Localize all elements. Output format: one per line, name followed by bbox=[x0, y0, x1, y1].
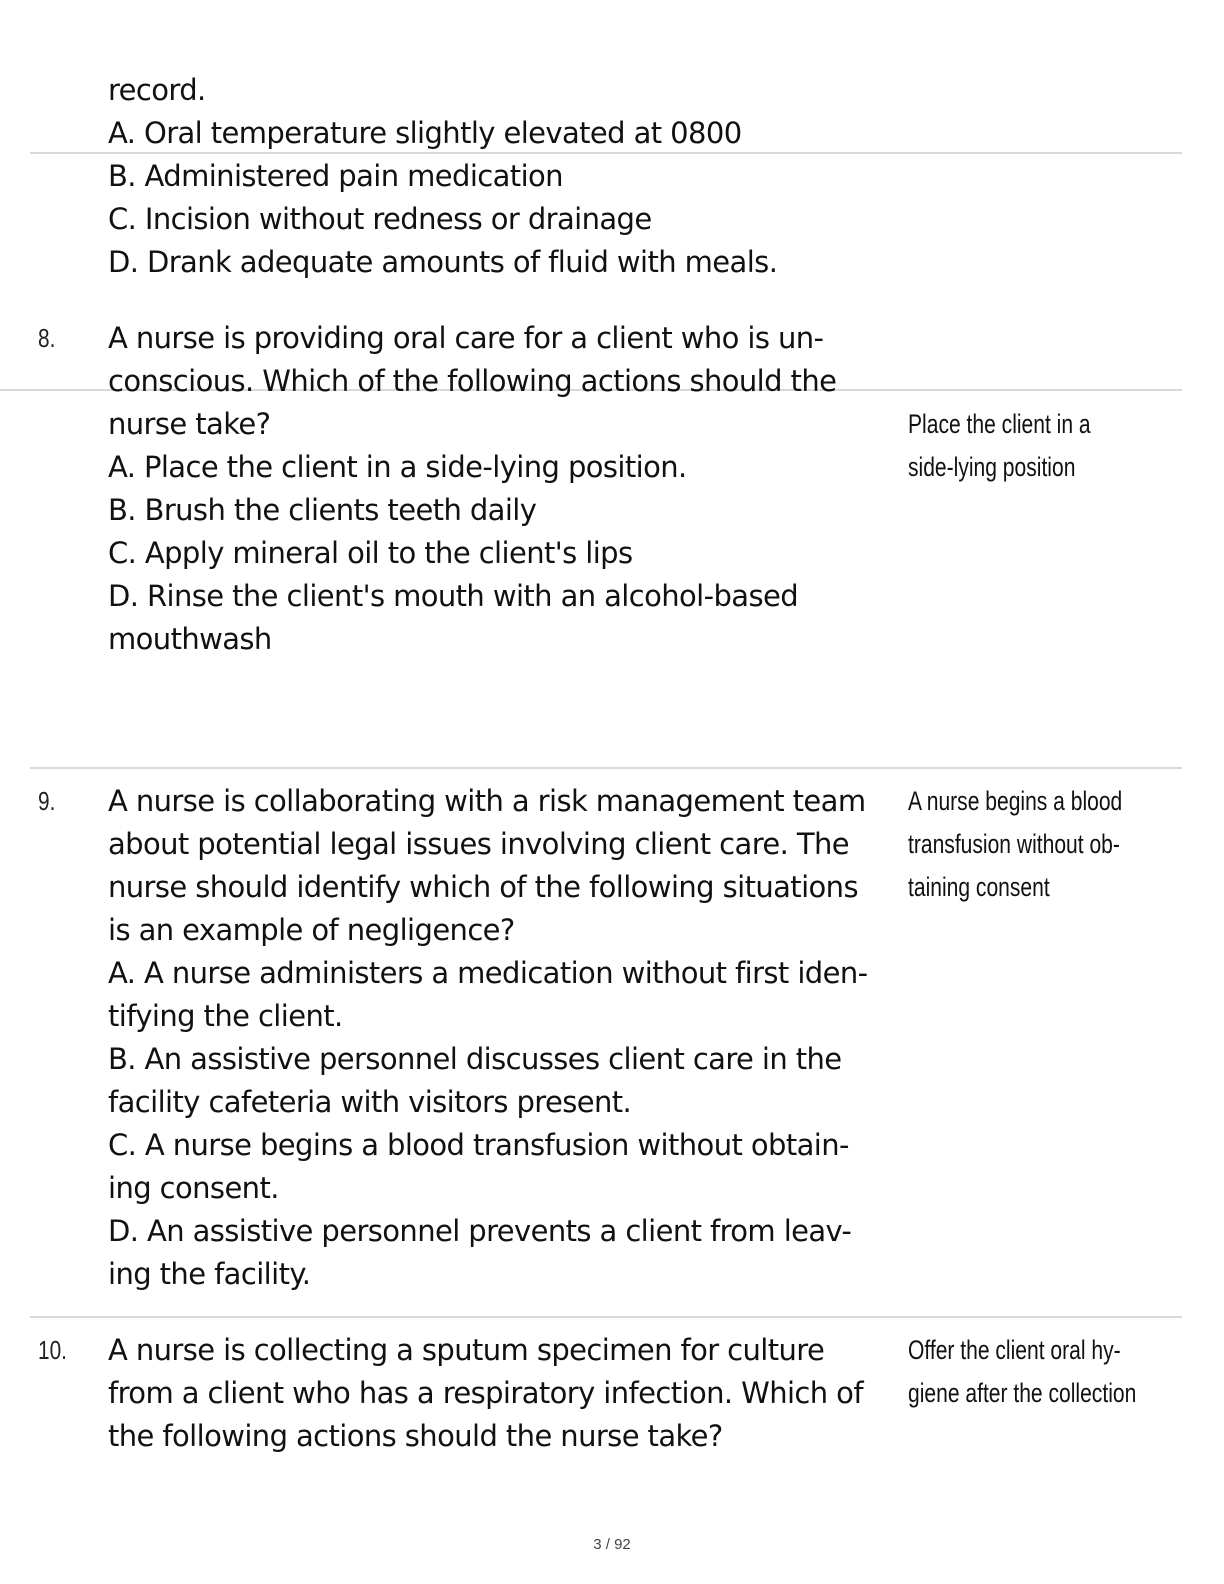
option-line: tifying the client. bbox=[108, 999, 343, 1033]
stem-line: A nurse is collecting a sputum specimen for culture bbox=[108, 1333, 825, 1367]
option-line: B. Brush the clients teeth daily bbox=[108, 493, 537, 527]
option-line: C. A nurse begins a blood transfusion without obtain- bbox=[108, 1128, 849, 1162]
stem-line: the following actions should the nurse take? bbox=[108, 1419, 723, 1453]
stem-line: is an example of negligence? bbox=[108, 913, 515, 947]
option-b: B. Administered pain medication bbox=[108, 159, 563, 193]
stem-line: about potential legal issues involving client care. The bbox=[108, 827, 849, 861]
answer-10 bbox=[908, 1329, 1142, 1415]
question-9 bbox=[108, 780, 908, 1296]
answer-line: Offer the client oral hy- bbox=[908, 1335, 1121, 1365]
question-number: 10. bbox=[38, 1335, 67, 1365]
option-line: C. Apply mineral oil to the client's lips bbox=[108, 536, 633, 570]
question-number: 9. bbox=[38, 786, 56, 816]
answer-line: transfusion without ob- bbox=[908, 829, 1120, 859]
row-divider bbox=[30, 767, 1182, 769]
question-number: 8. bbox=[38, 323, 56, 353]
stem-line: A nurse is providing oral care for a client who is un- bbox=[108, 321, 824, 355]
question-10 bbox=[108, 1329, 908, 1458]
stem-line: A nurse is collaborating with a risk management team bbox=[108, 784, 866, 818]
answer-line: taining consent bbox=[908, 872, 1050, 902]
continued-question bbox=[108, 69, 908, 284]
option-line: A. A nurse administers a medication without first iden- bbox=[108, 956, 868, 990]
option-a: A. Oral temperature slightly elevated at 0800 bbox=[108, 116, 742, 150]
option-c: C. Incision without redness or drainage bbox=[108, 202, 652, 236]
stem-line: nurse should identify which of the following situations bbox=[108, 870, 858, 904]
answer-line: A nurse begins a blood bbox=[908, 786, 1123, 816]
stem-line: nurse take? bbox=[108, 407, 271, 441]
answer-8 bbox=[908, 403, 1142, 489]
row-divider bbox=[30, 1316, 1182, 1318]
option-line: mouthwash bbox=[108, 622, 272, 656]
option-line: ing consent. bbox=[108, 1171, 279, 1205]
question-8 bbox=[108, 317, 908, 661]
page-number: 3 / 92 bbox=[593, 1536, 631, 1553]
option-line: ing the facility. bbox=[108, 1257, 311, 1291]
option-line: B. An assistive personnel discusses client care in the bbox=[108, 1042, 842, 1076]
option-line: D. Rinse the client's mouth with an alcohol-based bbox=[108, 579, 799, 613]
continued-stem-line: record. bbox=[108, 73, 206, 107]
stem-line: conscious. Which of the following actions should the bbox=[108, 364, 837, 398]
option-d: D. Drank adequate amounts of fluid with meals. bbox=[108, 245, 778, 279]
answer-line: Place the client in a bbox=[908, 409, 1091, 439]
option-line: facility cafeteria with visitors present. bbox=[108, 1085, 632, 1119]
answer-line: giene after the collection bbox=[908, 1378, 1137, 1408]
answer-line: side-lying position bbox=[908, 452, 1076, 482]
answer-9 bbox=[908, 780, 1142, 909]
stem-line: from a client who has a respiratory infection. Which of bbox=[108, 1376, 863, 1410]
option-line: D. An assistive personnel prevents a client from leav- bbox=[108, 1214, 852, 1248]
option-line: A. Place the client in a side-lying position. bbox=[108, 450, 687, 484]
